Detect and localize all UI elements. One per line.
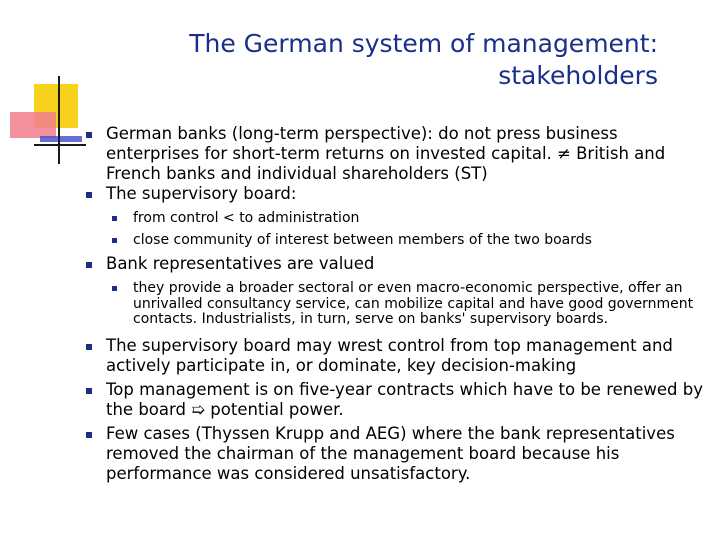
slide-title-line1: The German system of management: xyxy=(189,29,658,58)
bullet-text: Top management is on five-year contracts which have to be renewed by the board ➯ potential power. xyxy=(106,379,703,419)
sub-bullet-item xyxy=(82,211,712,227)
decorative-vertical-line xyxy=(58,76,60,164)
bullet-text: Few cases (Thyssen Krupp and AEG) where the bank representatives removed the chairman of the management board because his performance was considered unsatisfactory. xyxy=(106,423,675,483)
slide-title-line2: stakeholders xyxy=(498,61,658,90)
bullet-item xyxy=(82,254,712,274)
decorative-blue-bar xyxy=(40,136,82,142)
bullet-icon xyxy=(86,388,92,394)
bullet-text: The supervisory board may wrest control from top management and actively participate in, or dominate, key decision-making xyxy=(106,335,673,375)
bullet-list xyxy=(82,124,712,484)
bullet-icon xyxy=(86,344,92,350)
sub-bullet-text: they provide a broader sectoral or even macro-economic perspective, offer an unrivalled consultancy service, can mobilize capital and have good government contacts. Industrialists, in turn, serve on banks' supervisory boards. xyxy=(133,280,694,327)
bullet-item xyxy=(82,124,712,184)
sub-bullet-icon xyxy=(112,238,117,243)
bullet-text: Bank representatives are valued xyxy=(106,254,375,273)
sub-bullet-icon xyxy=(112,216,117,221)
bullet-item xyxy=(82,184,712,204)
sub-bullet-item xyxy=(82,281,712,328)
sub-bullet-item xyxy=(82,233,712,249)
decorative-red-rectangle xyxy=(10,112,56,138)
bullet-icon xyxy=(86,262,92,268)
bullet-item xyxy=(82,424,712,484)
decorative-horizontal-line xyxy=(34,144,86,146)
bullet-item xyxy=(82,336,712,376)
sub-bullet-text: close community of interest between members of the two boards xyxy=(133,231,592,248)
sub-bullet-text: from control < to administration xyxy=(133,210,360,226)
bullet-icon xyxy=(86,192,92,198)
bullet-item xyxy=(82,380,712,420)
bullet-icon xyxy=(86,132,92,138)
bullet-text: German banks (long-term perspective): do not press business enterprises for short-term returns on invested capital. ≠ British and French banks and individual shareholders (ST) xyxy=(106,124,666,183)
sub-bullet-icon xyxy=(112,286,117,291)
slide-title xyxy=(98,28,658,92)
bullet-icon xyxy=(86,432,92,438)
bullet-text: The supervisory board: xyxy=(106,184,297,203)
